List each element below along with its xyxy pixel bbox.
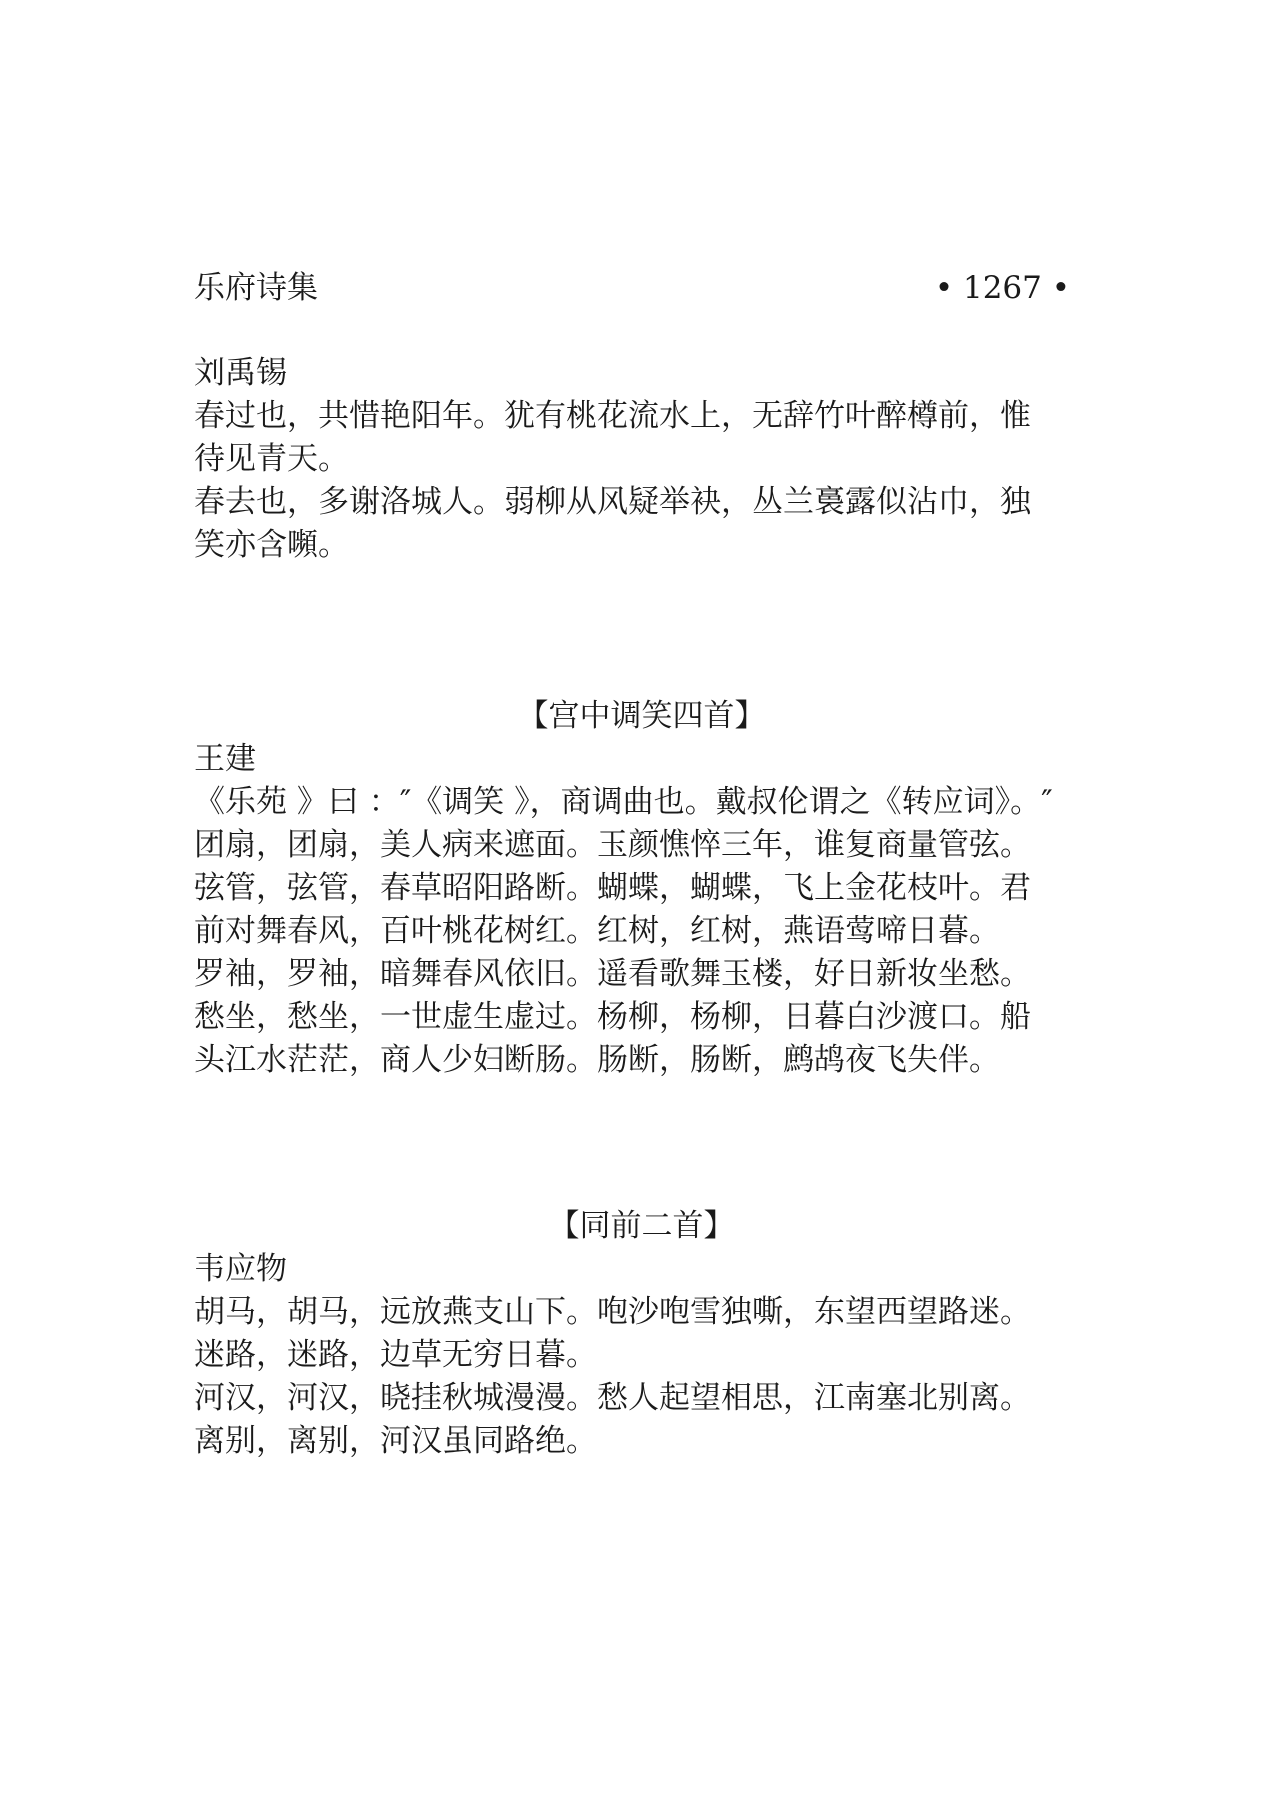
poem-line: 春过也，共惜艳阳年。犹有桃花流水上，无辞竹叶醉樽前，惟 [194,398,1031,434]
poem-line: 罗袖，罗袖，暗舞春风依旧。遥看歌舞玉楼，好日新妆坐愁。 [194,956,1031,992]
poem-line: 团扇，团扇，美人病来遮面。玉颜憔悴三年，谁复商量管弦。 [194,827,1031,863]
book-title: 乐府诗集 [194,270,318,306]
page-header [194,266,1070,310]
section-liu-yuxi [194,352,1154,567]
author-name: 刘禹锡 [194,355,287,391]
poem-line: 迷路，迷路，边草无穷日暮。 [194,1337,597,1373]
page-number: • 1267 • [934,270,1070,306]
section-title: 【同前二首】 [548,1208,735,1244]
preface-line: 《乐苑 》曰 ：″《调笑 》，商调曲也。戴叔伦谓之《转应词》。″ [194,784,1053,820]
poem-line: 前对舞春风，百叶桃花树红。红树，红树，燕语莺啼日暮。 [194,913,1000,949]
poem-line: 愁坐，愁坐，一世虚生虚过。杨柳，杨柳，日暮白沙渡口。船 [194,999,1031,1035]
section-title: 【宫中调笑四首】 [517,698,766,734]
poem-line: 弦管，弦管，春草昭阳路断。蝴蝶，蝴蝶，飞上金花枝叶。君 [194,870,1031,906]
poem-line: 待见青天。 [194,441,349,477]
section-wei-yingwu [194,1248,1154,1463]
poem-line: 春去也，多谢洛城人。弱柳从风疑举袂，丛兰裛露似沾巾，独 [194,484,1031,520]
poem-line: 河汉，河汉，晓挂秋城漫漫。愁人起望相思，江南塞北别离。 [194,1380,1031,1416]
author-name: 韦应物 [194,1251,287,1287]
poem-line: 笑亦含嚬。 [194,527,349,563]
poem-line: 离别，离别，河汉虽同路绝。 [194,1423,597,1459]
poem-line: 头江水茫茫，商人少妇断肠。肠断，肠断，鹧鸪夜飞失伴。 [194,1042,1000,1078]
author-name: 王建 [194,741,256,777]
section-wang-jian [194,738,1154,1082]
poem-line: 胡马，胡马，远放燕支山下。咆沙咆雪独嘶，东望西望路迷。 [194,1294,1031,1330]
